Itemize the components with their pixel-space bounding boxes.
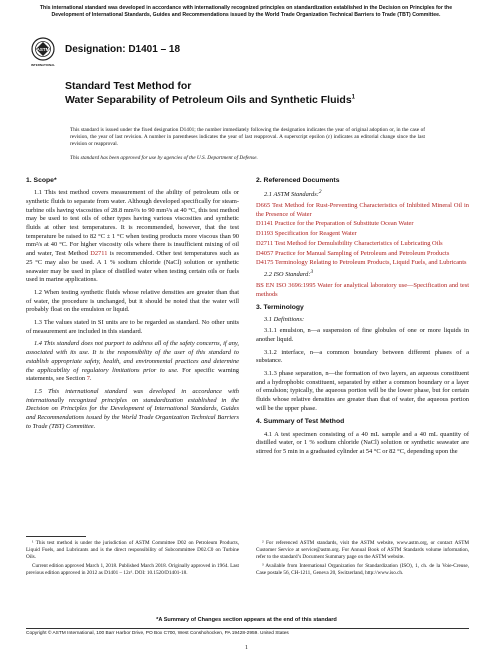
svg-text:ASTM: ASTM [36,47,50,52]
reference-code[interactable]: D4175 [256,259,274,267]
reference-item[interactable] [256,230,469,239]
reference-title[interactable]: Practice for Manual Sampling of Petroleum and Petroleum Products [275,249,450,257]
copyright: Copyright © ASTM International, 100 Barr Harbor Drive, PO Box C700, West Conshohocken, PA 19428-2959. United States [26,631,289,636]
approved-statement: This standard has been approved for use by agencies of the U.S. Department of Defense. [70,155,258,161]
reference-item[interactable] [256,240,469,249]
ref-link-d2711[interactable]: D2711 [90,250,108,258]
iso-footnote-ref[interactable]: 3 [310,268,314,275]
title-main: Water Separability of Petroleum Oils and Synthetic Fluids [65,93,352,106]
reference-item[interactable] [256,202,469,219]
reference-title[interactable]: Terminology Relating to Petroleum Products, Liquid Fuels, and Lubricants [274,259,467,267]
footnote-3: ³ Available from International Organization for Standardization (ISO), 1, ch. de la Voie-Creuse, Case postale 56, CH-1211, Geneva 20, Switzerland, http://www.iso.ch. [256,563,469,576]
referenced-documents-heading: 2. Referenced Documents [256,177,340,184]
para-1-1 [26,189,239,285]
reference-title[interactable]: Test Method for Rust-Preventing Characteristics of Inhibited Mineral Oil in the Presence of Water [256,202,469,218]
astm-label-text: 2.1 ASTM Standards: [264,191,319,199]
iso-standard-label [256,269,469,280]
reference-title[interactable]: Specification for Reagent Water [274,230,357,238]
footnotes-left [26,540,239,580]
bottom-rule [26,628,469,629]
title-line-2 [65,94,355,108]
summary-heading: 4. Summary of Test Method [256,418,345,426]
iso-label-text: 2.2 ISO Standard: [264,271,311,279]
designation: Designation: D1401 – 18 [65,44,181,55]
title-line-1: Standard Test Method for [65,80,192,92]
definition-phase-separation: 3.1.3 phase separation, n—the formation of two layers, an aqueous constituent and a hydrophobic constituent, separated by either a common boundary or a layer of emulsion; typically, the aqueous portion will be the lower phase, but for certain fluids whose relative densities are greater than that of water, the aqueous portion will be the upper phase. [256,369,469,412]
svg-text:INTERNATIONAL: INTERNATIONAL [30,63,56,67]
reference-code[interactable]: D2711 [256,239,274,247]
reference-item[interactable] [256,259,469,268]
astm-logo-icon [30,37,56,69]
iso-ref-title[interactable]: Water for analytical laboratory use—Specification and test methods [256,281,470,298]
para-1-1-end: is recommended. Other test temperatures such as 25 °C may also be used. A 1 % sodium chloride (NaCl) solution or synthetic seawater may be used in place of distilled water when testing certain oils or fuels used in marine applications. [26,250,239,284]
footnote-1b: Current edition approved March 1, 2018. Published March 2018. Originally approved in 1964. Last previous edition approved in 2012 as D1401 – 12ε¹. DOI: 10.1520/D1401-18. [26,563,239,576]
footnotes-right [256,540,469,580]
para-1-4: 1.4 This standard does not purport to address all of the safety concerns, if any, associated with its use. It is the responsibility of the user of this standard to establish appropriate safety, health, and environmental practices and determine the applicability of regulatory limitations prior to use. For specific warning statements, see Section 7. [26,340,239,383]
para-1-5: 1.5 This international standard was developed in accordance with internationally recognized principles on standardization established in the Decision on Principles for the Development of International Standards, Guides and Recommendations issued by the World Trade Organization Technical Barriers to Trade (TBT) Committee. [26,388,239,430]
left-column [26,173,239,436]
reference-list [256,202,469,268]
para-1-2: 1.2 When testing synthetic fluids whose relative densities are greater than that of water, the procedure is unchanged, but it should be noted that the water will probably float on the emulsion or liquid. [26,288,239,314]
para-1-4-italic: 1.4 This standard does not purport to address all of the safety concerns, if any, associated with its use. It is the responsibility of the user of this standard to establish appropriate safety, health, and environmental practices and determine the applicability of regulatory limitations prior to use. [26,340,239,374]
astm-standards-label [256,189,469,200]
definition-interface: 3.1.2 interface, n—a common boundary between different phases of a substance. [256,348,469,365]
para-4-1: 4.1 A test specimen consisting of a 40 mL sample and a 40 mL quantity of distilled water, or 1 % sodium chloride (NaCl) solution or synthetic seawater are stirred for 5 min in a graduated cylinder at 54 °C or 82 °C, depending upon the [256,430,469,456]
para-1-3: 1.3 The values stated in SI units are to be regarded as standard. No other units of measurement are included in this standard. [26,319,239,335]
reference-title[interactable]: Practice for the Preparation of Substitute Ocean Water [274,220,414,228]
reference-item[interactable] [256,250,469,259]
footnote-1: ¹ This test method is under the jurisdiction of ASTM Committee D02 on Petroleum Products, Liquid Fuels, and Lubricants and is the direct responsibility of Subcommittee D02.C0 on Turbine Oils. [26,540,239,560]
para-1-1-text: 1.1 This test method covers measurement of the ability of petroleum oils or synthetic fluids to separate from water. Although developed specifically for steam-turbine oils having viscosities of 28.8 mm²/s to 90 mm²/s at 40 °C, this test method may be used to test oils of other types having various viscosities and synthetic fluids at other test temperatures. It is recommended, however, that the test temperature be raised to 82 °C ± 1 °C when testing products more viscous than 90 mm²/s at 40 °C. For higher viscosity oils where there is insufficient mixing of oil and water, Test Method [26,189,239,258]
reference-code[interactable]: D665 [256,202,271,210]
page-number: 1 [245,645,248,651]
definitions-label: 3.1 Definitions: [264,316,305,324]
issued-statement: This standard is issued under the fixed designation D1401; the number immediately following the designation indicates the year of original adoption or, in the case of revision, the year of last revision. A number in parentheses indicates the year of last reapproval. A superscript epsilon (ε) indicates an editorial change since the last revision or reapproval. [70,127,425,148]
reference-code[interactable]: D1193 [256,230,274,238]
astm-logo [30,37,56,69]
iso-reference[interactable] [256,282,469,299]
terminology-heading: 3. Terminology [256,304,304,312]
reference-code[interactable]: D1141 [256,220,274,228]
summary-of-changes-note: *A Summary of Changes section appears at the end of this standard [156,617,337,623]
wto-notice: This international standard was developed in accordance with internationally recognized principles on standardization established in the Decision on Principles for the Development of International Standards, Guides and Recommendations issued by the World Trade Organization Technical Barriers to Trade (TBT) Committee. [39,5,453,18]
footnote-rule [26,536,86,537]
definition-emulsion: 3.1.1 emulsion, n—a suspension of fine globules of one or more liquids in another liquid. [256,327,469,343]
footnote-2: ² For referenced ASTM standards, visit the ASTM website, www.astm.org, or contact ASTM Customer Service at service@astm.org. For Annual Book of ASTM Standards volume information, refer to the standard’s Document Summary page on the ASTM website. [256,540,469,560]
reference-title[interactable]: Test Method for Demulsibility Characteristics of Lubricating Oils [274,239,443,247]
reference-item[interactable] [256,220,469,229]
para-1-4-end: For specific warning statements, see Section [26,366,239,383]
document-title [65,80,355,107]
scope-heading: 1. Scope* [26,177,57,184]
right-column [256,173,469,461]
iso-ref-code[interactable]: BS EN ISO 3696:1995 [256,281,316,289]
section-7-link[interactable]: 7 [86,375,90,383]
reference-code[interactable]: D4057 [256,249,274,257]
astm-footnote-ref[interactable]: 2 [318,189,322,196]
title-footnote-ref[interactable]: 1 [351,94,356,101]
